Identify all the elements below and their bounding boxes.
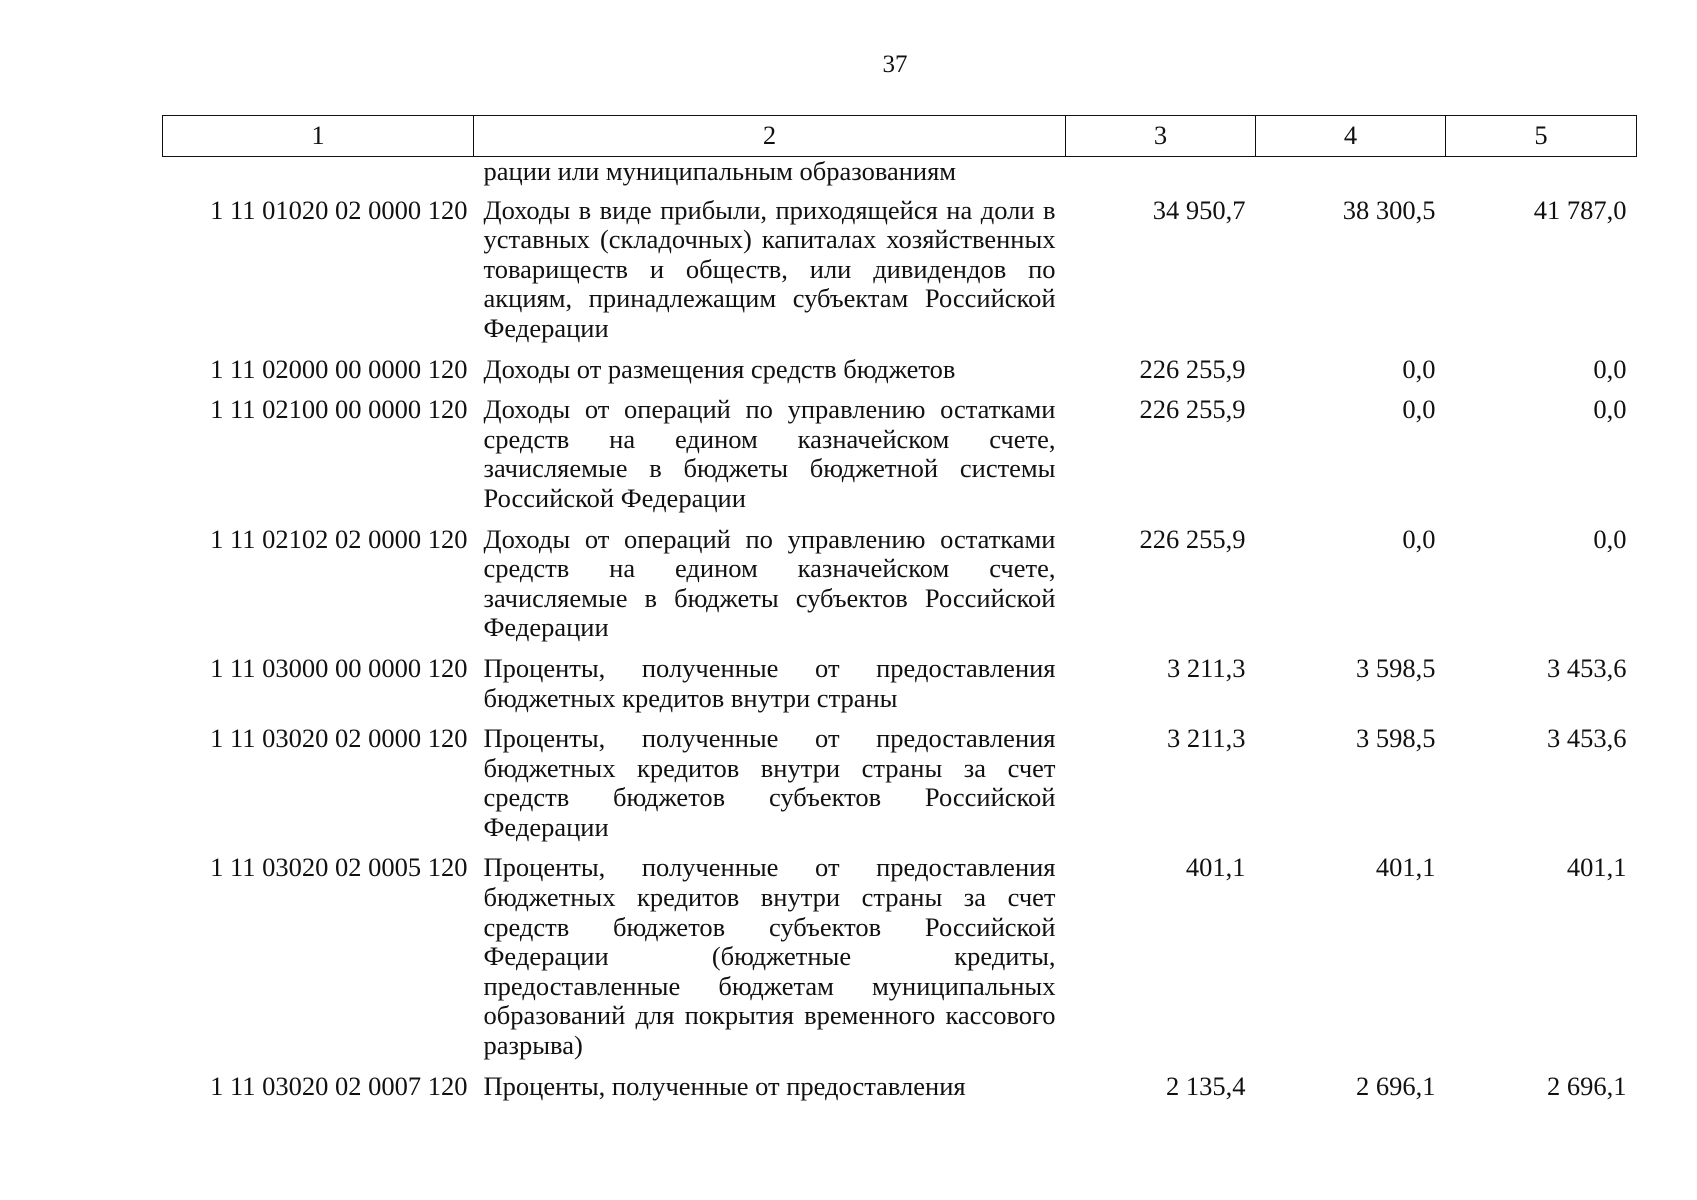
- row-value-col4: 3 598,5: [1356, 723, 1436, 754]
- row-value-col3: 3 211,3: [1166, 723, 1246, 754]
- row-code: 1 11 01020 02 0000 120: [210, 194, 468, 225]
- table-cell-empty: [1256, 157, 1446, 196]
- table-cell-empty: [1066, 157, 1256, 196]
- row-value-col5: 3 453,6: [1547, 723, 1627, 754]
- header-col-4: 4: [1256, 116, 1446, 157]
- row-value-col3: 3 211,3: [1166, 652, 1246, 683]
- row-value-col5: 3 453,6: [1547, 652, 1627, 683]
- continuation-text: рации или муниципальным образованиям: [483, 156, 957, 186]
- revenue-table: [162, 115, 1637, 1112]
- row-value-col4: 2 696,1: [1356, 1070, 1436, 1101]
- row-code: 1 11 03000 00 0000 120: [210, 652, 468, 683]
- table-cell-empty: [1446, 157, 1637, 196]
- table-row: [163, 355, 1637, 396]
- row-description: Проценты, полученные от предоставления бюджетных кредитов внутри страны за счет средств бюджетов субъектов Российской Федерации: [483, 723, 1056, 842]
- table-row: [163, 1072, 1637, 1113]
- row-code: 1 11 02102 02 0000 120: [210, 523, 468, 554]
- row-value-col5: 2 696,1: [1547, 1070, 1627, 1101]
- row-description: Доходы в виде прибыли, приходящейся на доли в уставных (складочных) капиталах хозяйственных товариществ и обществ, или дивидендов по акциям, принадлежащим субъектам Российской Федерации: [483, 194, 1056, 343]
- table-cell-code: [163, 157, 474, 196]
- row-code: 1 11 03020 02 0005 120: [210, 852, 468, 883]
- row-description: Доходы от размещения средств бюджетов: [483, 353, 956, 384]
- row-description: Проценты, полученные от предоставления: [483, 1070, 966, 1101]
- row-code: 1 11 02000 00 0000 120: [210, 353, 468, 384]
- header-col-2: 2: [474, 116, 1066, 157]
- header-col-1: 1: [163, 116, 474, 157]
- row-description: Доходы от операций по управлению остатками средств на едином казначейском счете, зачисляемые в бюджеты субъектов Российской Федерации: [483, 523, 1056, 643]
- row-code: 1 11 03020 02 0000 120: [210, 723, 468, 754]
- row-description: Доходы от операций по управлению остатками средств на едином казначейском счете, зачисляемые в бюджеты бюджетной системы Российской Федерации: [483, 394, 1056, 513]
- header-col-5: 5: [1446, 116, 1637, 157]
- continuation-row: [163, 157, 1637, 196]
- row-value-col4: 3 598,5: [1356, 652, 1436, 683]
- table-row: [163, 525, 1637, 654]
- row-value-col4: 0,0: [1402, 394, 1436, 425]
- row-value-col4: 0,0: [1402, 353, 1436, 384]
- row-value-col3: 226 255,9: [1139, 394, 1246, 425]
- row-value-col3: 401,1: [1185, 852, 1246, 883]
- row-value-col3: 226 255,9: [1139, 353, 1246, 384]
- row-value-col5: 401,1: [1566, 852, 1627, 883]
- row-code: 1 11 03020 02 0007 120: [210, 1070, 468, 1101]
- row-value-col4: 38 300,5: [1342, 194, 1436, 225]
- row-value-col5: 0,0: [1593, 523, 1627, 554]
- row-value-col3: 34 950,7: [1152, 194, 1246, 225]
- row-code: 1 11 02100 00 0000 120: [210, 394, 468, 425]
- table-header-row: [163, 116, 1637, 157]
- table-row: [163, 395, 1637, 524]
- row-value-col5: 0,0: [1593, 394, 1627, 425]
- row-description: Проценты, полученные от предоставления бюджетных кредитов внутри страны: [483, 652, 1056, 713]
- table-row: [163, 724, 1637, 853]
- row-value-col3: 2 135,4: [1166, 1070, 1246, 1101]
- row-value-col5: 41 787,0: [1533, 194, 1627, 225]
- row-value-col3: 226 255,9: [1139, 523, 1246, 554]
- row-value-col4: 401,1: [1375, 852, 1436, 883]
- row-value-col5: 0,0: [1593, 353, 1627, 384]
- table-row: [163, 853, 1637, 1071]
- table-row: [163, 654, 1637, 724]
- row-value-col4: 0,0: [1402, 523, 1436, 554]
- table-row: [163, 196, 1637, 355]
- page-number: 37: [882, 51, 908, 78]
- header-col-3: 3: [1066, 116, 1256, 157]
- row-description: Проценты, полученные от предоставления бюджетных кредитов внутри страны за счет средств бюджетов субъектов Российской Федерации (бюджетные кредиты, предоставленные бюджетам муниципальных образований для покрытия временного кассового разрыва): [483, 852, 1056, 1061]
